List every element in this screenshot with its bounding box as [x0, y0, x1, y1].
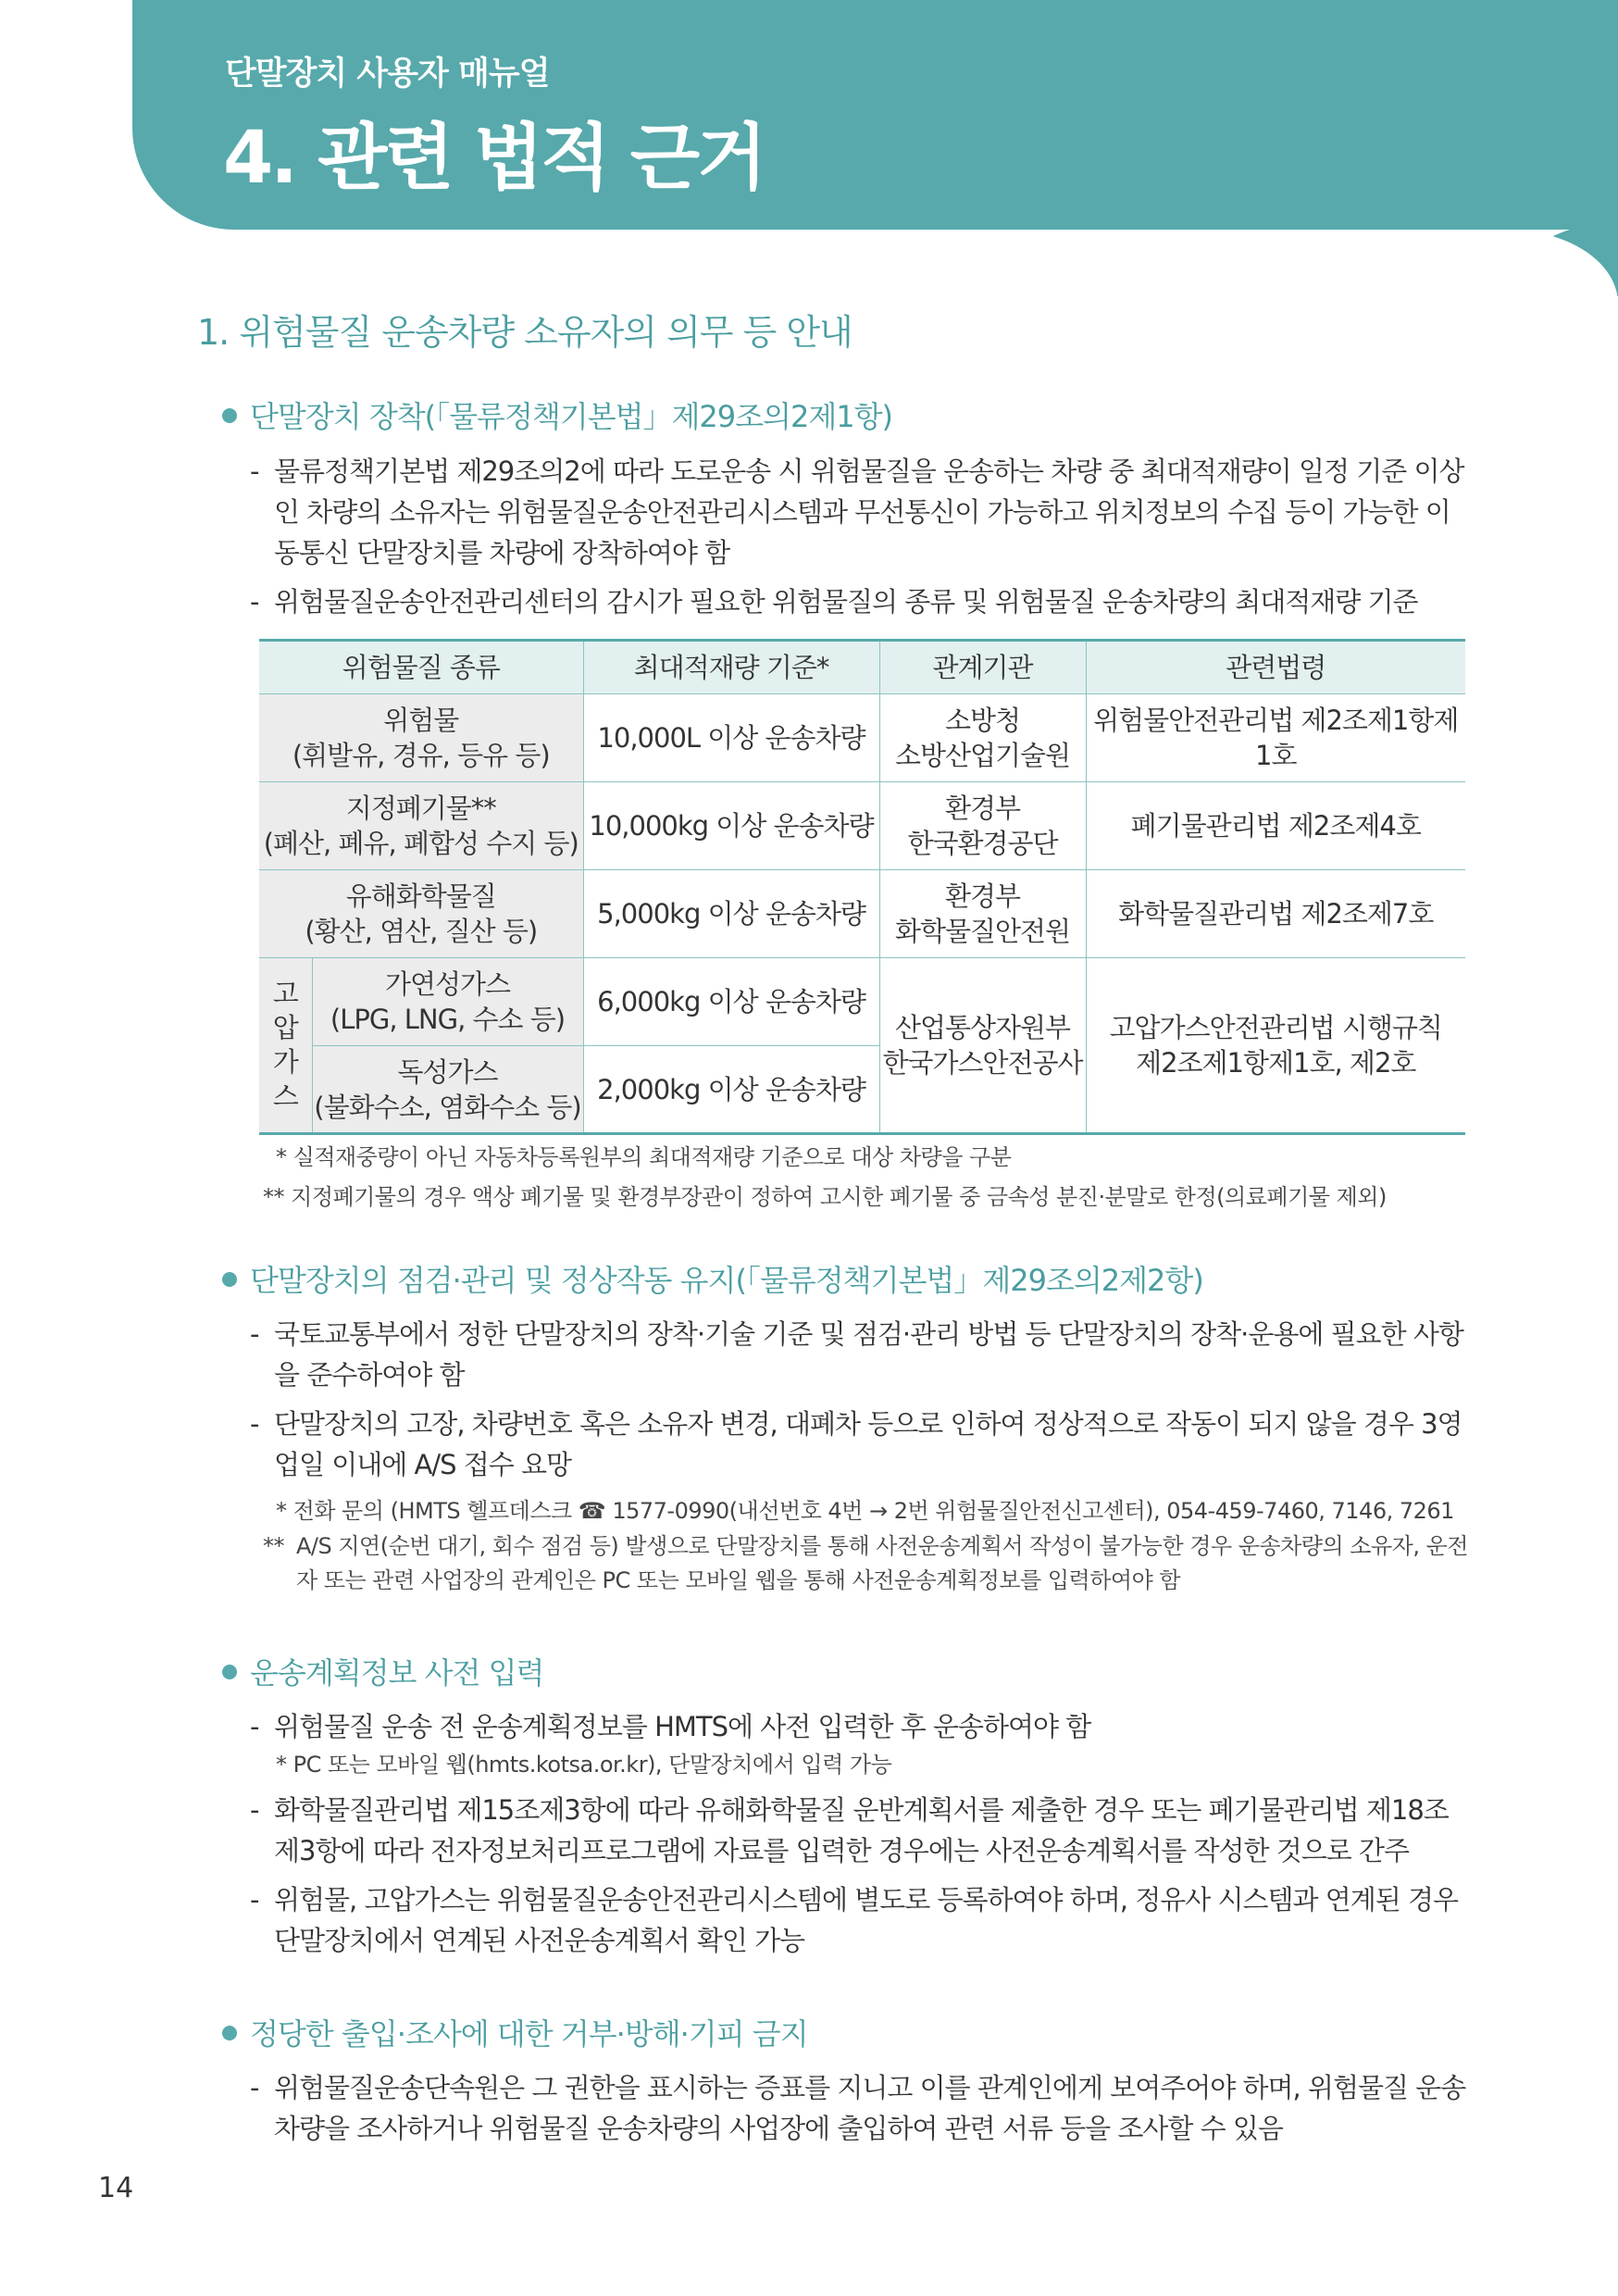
group-label-char: 스	[272, 1080, 298, 1112]
document-title: 단말장치 사용자 매뉴얼	[225, 56, 550, 93]
agency-cell	[879, 958, 1086, 1134]
list-item	[250, 1879, 1472, 1961]
table-header-row	[259, 641, 1465, 694]
table-header-cell: 위험물질 종류	[259, 641, 583, 694]
contact-note: * 전화 문의 (HMTS 헬프데스크 ☎ 1577-0990(내선번호 4번 → 2번 위험물질안전신고센터), 054-459-7460, 7146, 7261	[276, 1498, 1454, 1524]
group-label-char: 가	[272, 1046, 298, 1078]
table-row	[259, 694, 1465, 782]
list-item-text: 위험물질 운송 전 운송계획정보를 HMTS에 사전 입력한 후 운송하여야 함	[274, 1711, 1091, 1742]
table-row	[259, 870, 1465, 958]
group-label-char: 고	[272, 978, 298, 1009]
material-type-examples: (휘발유, 경유, 등유 등)	[292, 740, 550, 771]
material-type-examples: (불화수소, 염화수소 등)	[314, 1091, 581, 1123]
subsection-title-text: 단말장치의 점검·관리 및 정상작동 유지(「물류정책기본법」제29조의2제2항)	[250, 1263, 1203, 1298]
dash-marker: -	[250, 2072, 259, 2103]
subsection-title-text: 단말장치 장착(「물류정책기본법」제29조의2제1항)	[250, 399, 892, 434]
law-cell	[1086, 958, 1465, 1134]
subsection-title-text: 운송계획정보 사전 입력	[250, 1655, 544, 1691]
dash-marker: -	[250, 455, 259, 487]
dash-marker: -	[250, 586, 259, 618]
capacity-cell: 10,000L 이상 운송차량	[583, 694, 879, 782]
agency-line: 산업통상자원부	[894, 1012, 1071, 1043]
agency-line: 환경부	[944, 792, 1021, 824]
material-type-examples: (황산, 염산, 질산 등)	[305, 916, 538, 947]
material-type-name: 지정폐기물**	[345, 792, 496, 824]
input-method-note: * PC 또는 모바일 웹(hmts.kotsa.or.kr), 단말장치에서 입력 가능	[276, 1752, 892, 1778]
material-type-name: 가연성가스	[384, 968, 511, 1000]
law-cell: 위험물안전관리법 제2조제1항제1호	[1086, 694, 1465, 782]
dash-marker: -	[250, 1711, 259, 1742]
list-item	[250, 2067, 1472, 2149]
list-item-text: 단말장치의 고장, 차량번호 혹은 소유자 변경, 대폐차 등으로 인하여 정상적으로 작동이 되지 않을 경우 3영업일 이내에 A/S 접수 요망	[274, 1408, 1462, 1480]
agency-line: 소방산업기술원	[894, 740, 1071, 771]
group-label-char: 압	[272, 1012, 298, 1043]
list-item	[250, 1314, 1472, 1395]
agency-cell	[879, 782, 1086, 870]
bullet-icon	[222, 2026, 237, 2040]
dash-marker: -	[250, 1318, 259, 1350]
material-type-cell	[312, 958, 583, 1046]
agency-cell	[879, 694, 1086, 782]
table-header-cell: 관계기관	[879, 641, 1086, 694]
law-line: 제2조제1항제1호, 제2호	[1136, 1047, 1416, 1079]
agency-line: 한국환경공단	[907, 828, 1058, 859]
dash-marker: -	[250, 1794, 259, 1826]
material-type-cell	[259, 782, 583, 870]
material-type-name: 유해화학물질	[345, 880, 496, 912]
list-item-text: 물류정책기본법 제29조의2에 따라 도로운송 시 위험물질을 운송하는 차량 중 최대적재량이 일정 기준 이상인 차량의 소유자는 위험물질운송안전관리시스템과 무선통신이 가능하고 위치정보의 수집 등이 가능한 이동통신 단말장치를 차량에 장착하여야 함	[274, 455, 1464, 568]
subsection-title-text: 정당한 출입·조사에 대한 거부·방해·기피 금지	[250, 2016, 808, 2052]
bullet-icon	[222, 408, 237, 423]
as-delay-note	[263, 1529, 1475, 1598]
list-item	[250, 1404, 1472, 1485]
capacity-cell: 10,000kg 이상 운송차량	[583, 782, 879, 870]
capacity-cell: 2,000kg 이상 운송차량	[583, 1046, 879, 1134]
bullet-icon	[222, 1272, 237, 1287]
agency-cell	[879, 870, 1086, 958]
page-number: 14	[98, 2172, 134, 2204]
list-item	[250, 1706, 1472, 1747]
list-item	[250, 1790, 1472, 1871]
material-type-cell	[312, 1046, 583, 1134]
high-pressure-gas-group-label	[259, 958, 312, 1134]
list-item-text: 위험물, 고압가스는 위험물질운송안전관리시스템에 별도로 등록하여야 하며, 정유사 시스템과 연계된 경우 단말장치에서 연계된 사전운송계획서 확인 가능	[274, 1884, 1459, 1956]
material-type-cell	[259, 694, 583, 782]
list-item-text: 화학물질관리법 제15조제3항에 따라 유해화학물질 운반계획서를 제출한 경우 또는 폐기물관리법 제18조제3항에 따라 전자정보처리프로그램에 자료를 입력한 경우에는 사전운송계획서를 작성한 것으로 간주	[274, 1794, 1449, 1866]
list-item-text: 위험물질운송단속원은 그 권한을 표시하는 증표를 지니고 이를 관계인에게 보여주어야 하며, 위험물질 운송차량을 조사하거나 위험물질 운송차량의 사업장에 출입하여 관련 서류 등을 조사할 수 있음	[274, 2072, 1466, 2144]
note-marker: **	[263, 1533, 284, 1559]
law-line: 고압가스안전관리법 시행규칙	[1109, 1012, 1442, 1043]
agency-line: 소방청	[944, 705, 1021, 736]
table-header-cell: 최대적재량 기준*	[583, 641, 879, 694]
subsection-title-inspection	[222, 2011, 808, 2053]
table-footnote: ** 지정폐기물의 경우 액상 폐기물 및 환경부장관이 정하여 고시한 폐기물 중 금속성 분진·분말로 한정(의료폐기물 제외)	[263, 1184, 1387, 1210]
table-row	[259, 958, 1465, 1046]
subsection-title-device-maintenance	[222, 1257, 1203, 1300]
bullet-icon	[222, 1665, 237, 1679]
capacity-cell: 6,000kg 이상 운송차량	[583, 958, 879, 1046]
law-cell: 화학물질관리법 제2조제7호	[1086, 870, 1465, 958]
list-item-text: 국토교통부에서 정한 단말장치의 장착·기술 기준 및 점검·관리 방법 등 단말장치의 장착·운용에 필요한 사항을 준수하여야 함	[274, 1318, 1463, 1391]
material-type-cell	[259, 870, 583, 958]
agency-line: 한국가스안전공사	[882, 1047, 1083, 1079]
agency-line: 화학물질안전원	[894, 916, 1071, 947]
material-type-examples: (LPG, LNG, 수소 등)	[330, 1004, 566, 1035]
subsection-title-transport-plan	[222, 1650, 543, 1692]
section-title: 1. 위험물질 운송차량 소유자의 의무 등 안내	[197, 312, 853, 353]
list-item	[250, 581, 1472, 622]
subsection-title-device-installation	[222, 393, 892, 436]
material-type-name: 위험물	[383, 705, 459, 736]
table-footnote: * 실적재중량이 아닌 자동차등록원부의 최대적재량 기준으로 대상 차량을 구분	[276, 1144, 1012, 1170]
agency-line: 환경부	[944, 880, 1021, 912]
note-text: A/S 지연(순번 대기, 회수 점검 등) 발생으로 단말장치를 통해 사전운송계획서 작성이 불가능한 경우 운송차량의 소유자, 운전자 또는 관련 사업장의 관계인은 PC 또는 모바일 웹을 통해 사전운송계획정보를 입력하여야 함	[296, 1533, 1468, 1593]
capacity-cell: 5,000kg 이상 운송차량	[583, 870, 879, 958]
dash-marker: -	[250, 1884, 259, 1915]
dash-marker: -	[250, 1408, 259, 1440]
table-header-cell: 관련법령	[1086, 641, 1465, 694]
law-cell: 폐기물관리법 제2조제4호	[1086, 782, 1465, 870]
chapter-title: 4. 관련 법적 근거	[223, 117, 765, 200]
material-type-name: 독성가스	[397, 1055, 498, 1088]
table-row	[259, 782, 1465, 870]
list-item-text: 위험물질운송안전관리센터의 감시가 필요한 위험물질의 종류 및 위험물질 운송차량의 최대적재량 기준	[274, 586, 1418, 618]
material-type-examples: (폐산, 폐유, 폐합성 수지 등)	[263, 828, 579, 859]
hazardous-materials-table	[259, 639, 1465, 1135]
list-item	[250, 451, 1472, 573]
